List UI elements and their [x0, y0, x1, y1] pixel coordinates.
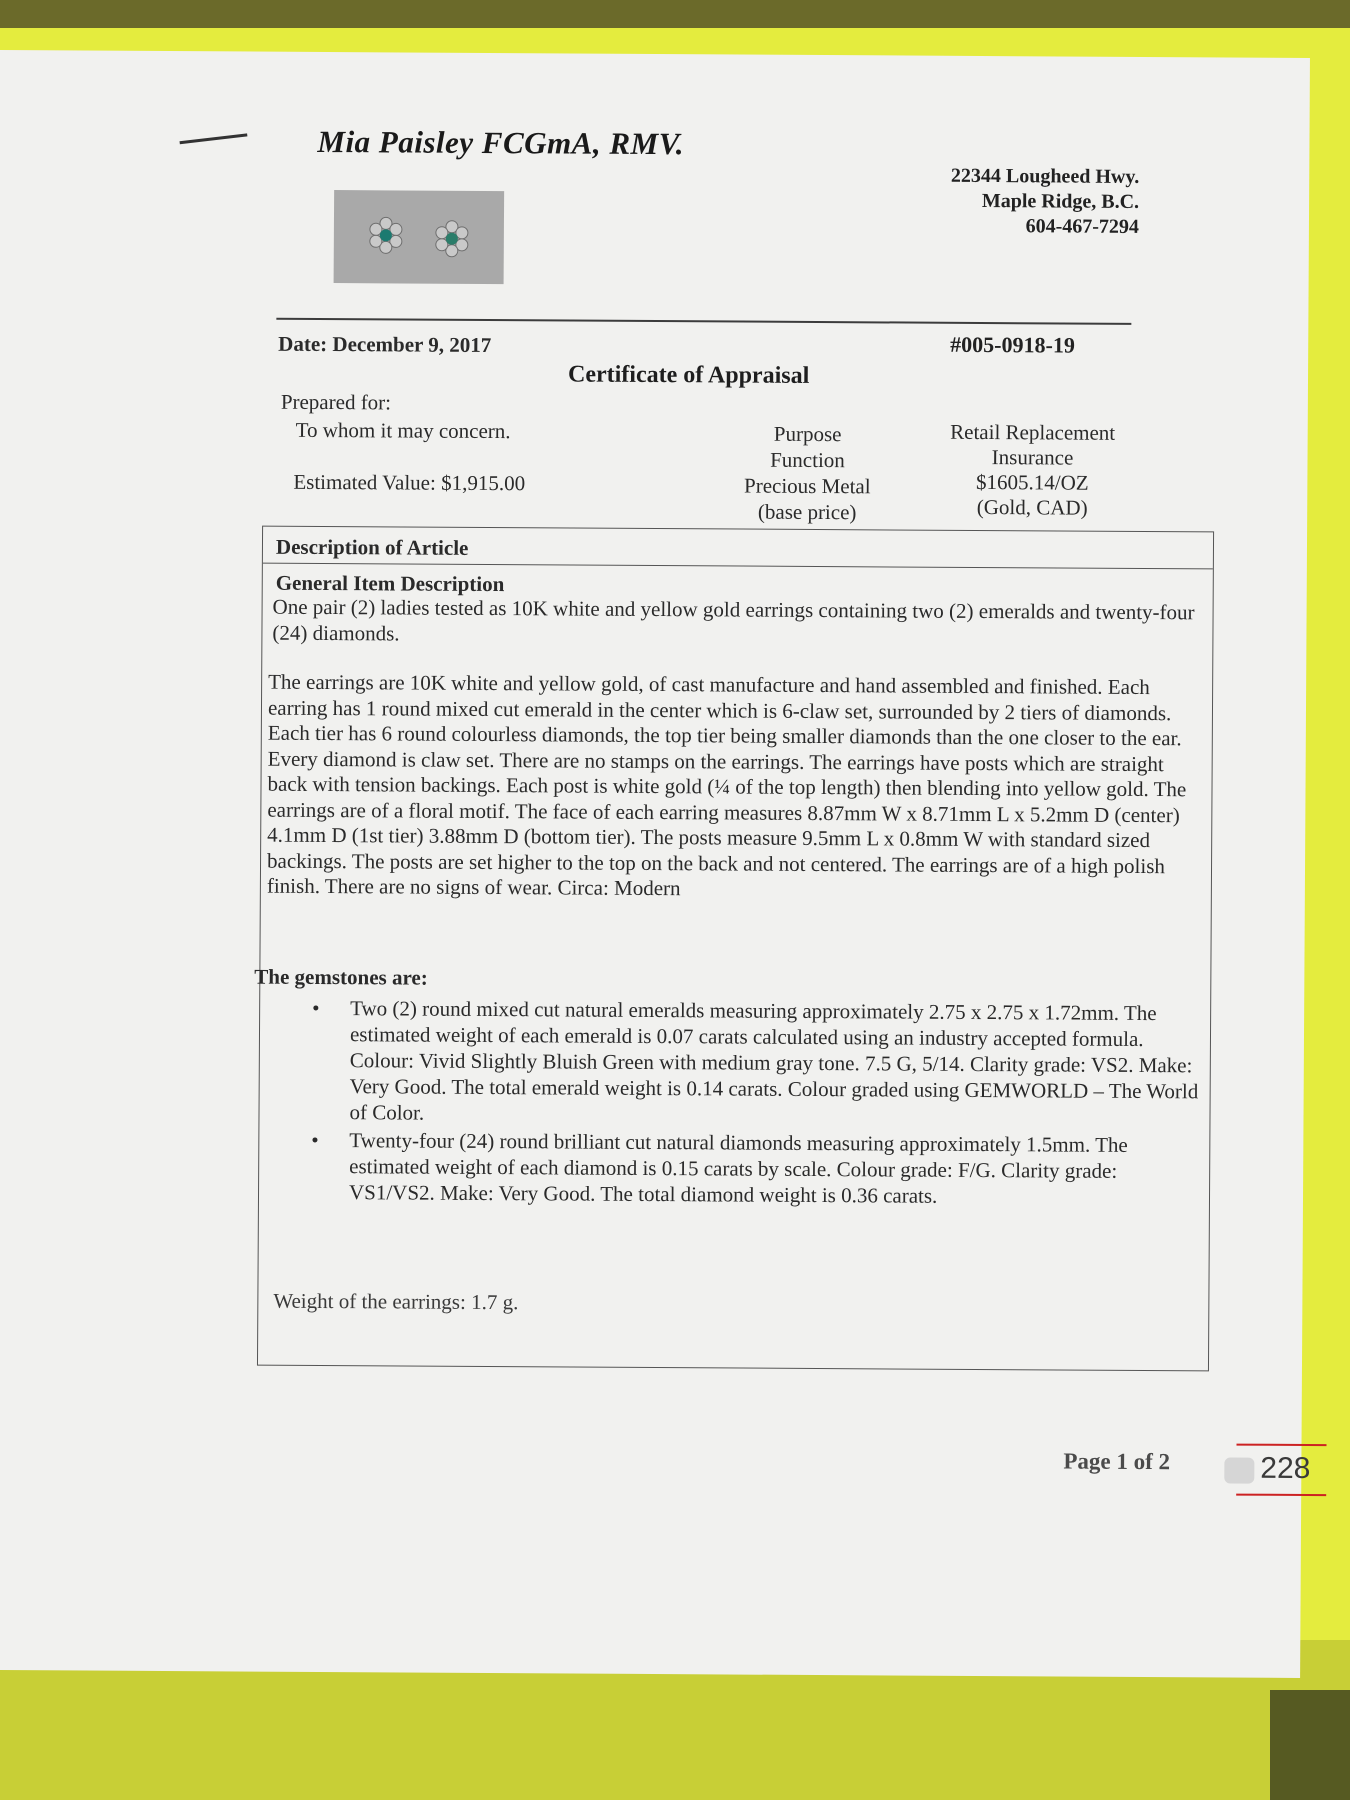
stamp	[1224, 1444, 1324, 1497]
earrings-weight: Weight of the earrings: 1.7 g.	[273, 1288, 519, 1315]
description-title: Description of Article	[275, 534, 469, 560]
stamp-line	[1236, 1494, 1326, 1497]
stamp-number: 228	[1260, 1451, 1311, 1486]
estimated-value: Estimated Value: $1,915.00	[293, 469, 526, 496]
base-price-key: (base price)	[757, 499, 857, 525]
details-values	[922, 420, 1143, 521]
stamp-smudge	[1224, 1458, 1254, 1484]
gem-diamond-text: Twenty-four (24) round brilliant cut natural diamonds measuring approximately 1.5mm. The estimated weight of each diamond is 0.15 carats by scale. Colour grade: F/G. Clarity grade: VS1/VS2. Make: Very Good. The total diamond weight is 0.36 carats.	[348, 1128, 1128, 1208]
brand-name: Mia Paisley FCGmA, RMV.	[317, 123, 685, 162]
header-rule	[276, 318, 1131, 325]
gemstones-list	[311, 995, 1202, 1212]
gemstones-title: The gemstones are:	[254, 964, 428, 990]
precious-metal-key: Precious Metal	[743, 473, 871, 499]
purpose-key: Purpose	[773, 421, 842, 447]
page-title: Certificate of Appraisal	[567, 361, 810, 389]
summary-paragraph: One pair (2) ladies tested as 10K white and yellow gold earrings containing two (2) emeralds and twenty-four (24) diamonds.	[272, 594, 1195, 645]
description-box	[254, 526, 1214, 1372]
folder-edge	[1270, 1690, 1350, 1800]
purpose-value: Retail Replacement	[950, 419, 1116, 445]
earrings-icon	[334, 190, 505, 284]
pen-mark	[180, 133, 248, 144]
general-item-title: General Item Description	[275, 570, 505, 597]
stamp-line	[1236, 1444, 1326, 1447]
list-item	[311, 995, 1202, 1130]
bullet-icon: •	[312, 995, 320, 1020]
base-price-value: (Gold, CAD)	[976, 494, 1088, 520]
address-block	[951, 164, 1140, 240]
date-label: Date:	[278, 331, 328, 357]
function-value: Insurance	[991, 445, 1074, 470]
date-value: December 9, 2017	[332, 332, 492, 358]
precious-metal-value: $1605.14/OZ	[976, 469, 1089, 495]
phone-number: 604-467-7294	[1025, 215, 1140, 238]
function-key: Function	[770, 447, 845, 473]
prepared-for-value: To whom it may concern.	[295, 417, 511, 444]
earrings-photo	[334, 190, 505, 284]
details-keys	[697, 420, 918, 525]
description-header	[263, 527, 1213, 570]
address-line: 22344 Lougheed Hwy.	[950, 164, 1140, 188]
address-line: Maple Ridge, B.C.	[981, 190, 1140, 213]
date-line	[278, 332, 491, 358]
appraisal-document	[0, 50, 1310, 1678]
bullet-icon: •	[311, 1127, 319, 1152]
detail-paragraph: The earrings are 10K white and yellow gold, of cast manufacture and hand assembled and finished. Each earring has 1 round mixed cut emerald in the center which is 6-claw set, surrounded by 2 tiers of diamonds. Each tier has 6 round colourless diamonds, the top tier being smaller diamonds than the one closer to the ear. Every diamond is claw set. There are no stamps on the earrings. The earrings have posts which are straight back with tension backings. Each post is white gold (¼ of the top length) then blending into yellow gold. The earrings are of a floral motif. The face of each earring measures 8.87mm W x 8.71mm L x 5.2mm D (center) 4.1mm D (1st tier) 3.88mm D (bottom tier). The posts measure 9.5mm L x 0.8mm W with standard sized backings. The posts are set higher to the top on the back and not centered. The earrings are of a high polish finish. There are no signs of wear. Circa: Modern	[266, 669, 1187, 901]
certificate-number: #005-0918-19	[950, 331, 1075, 358]
list-item	[311, 1127, 1201, 1210]
prepared-for-label: Prepared for:	[280, 389, 392, 415]
gem-emerald-text: Two (2) round mixed cut natural emeralds measuring approximately 2.75 x 2.75 x 1.72mm. The estimated weight of each emerald is 0.07 carats calculated using an industry accepted formula. Colour: Vivid Slightly Bluish Green with medium gray tone. 7.5 G, 5/14. Clarity grade: VS2. Make: Very Good. The total emerald weight is 0.14 carats. Colour graded using GEMWORLD – The World of Color.	[349, 996, 1199, 1125]
page-number: Page 1 of 2	[1063, 1448, 1171, 1475]
